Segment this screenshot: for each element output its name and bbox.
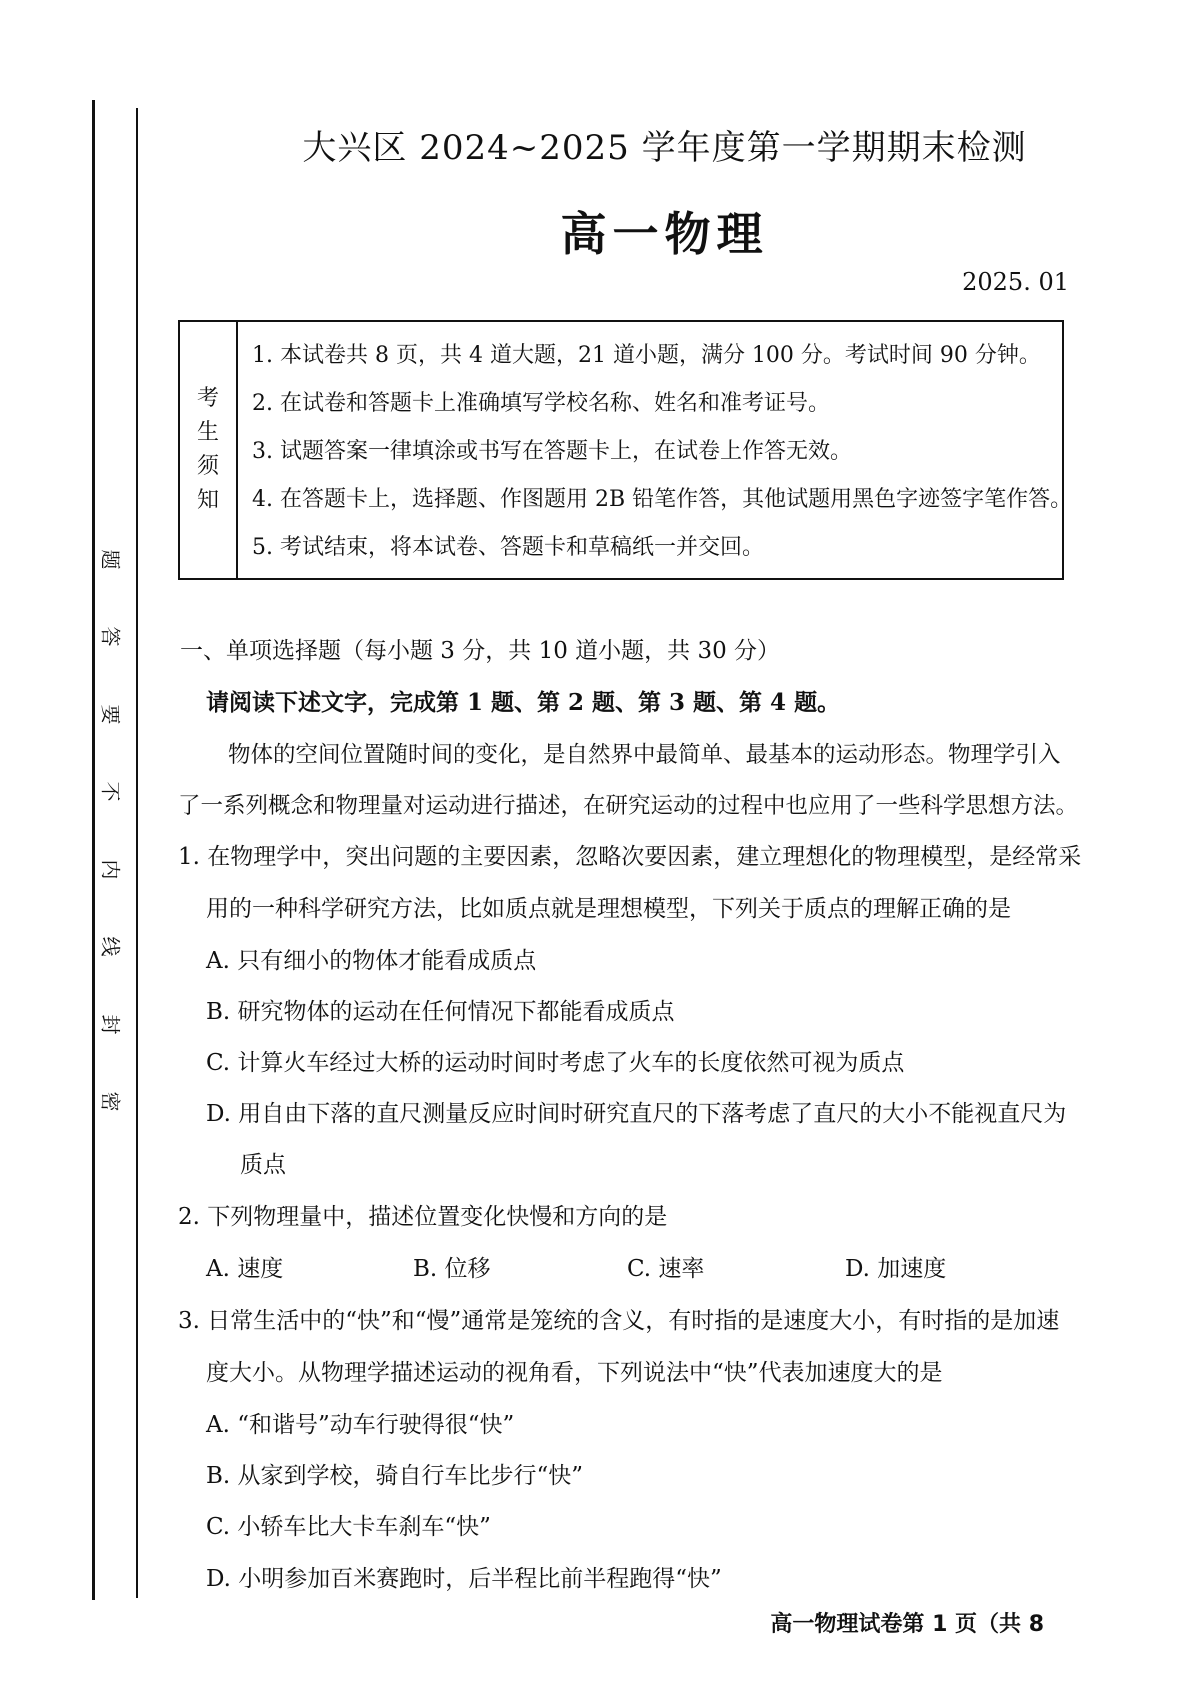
seal-char: 题: [98, 549, 123, 570]
notice-label-char: 考: [196, 386, 219, 411]
question-3-option-c: C. 小轿车比大卡车刹车“快”: [206, 1514, 491, 1540]
question-1-option-d: D. 用自由下落的直尺测量反应时间时研究直尺的下落考虑了直尺的大小不能视直尺为: [206, 1101, 1067, 1127]
question-3-option-a: A. “和谐号”动车行驶得很“快”: [206, 1412, 515, 1438]
notice-item: 1. 本试卷共 8 页，共 4 道大题，21 道小题，满分 100 分。考试时间 90 分钟。: [252, 343, 1041, 368]
notice-item: 4. 在答题卡上，选择题、作图题用 2B 铅笔作答，其他试题用黑色字迹签字笔作答。: [252, 487, 1073, 512]
exam-header: 大兴区 2024~2025 学年度第一学期期末检测: [302, 128, 1027, 168]
exam-date: 2025. 01: [962, 268, 1069, 296]
candidate-notice-box: [178, 320, 1073, 580]
reading-instruction: 请阅读下述文字，完成第 1 题、第 2 题、第 3 题、第 4 题。: [206, 689, 841, 716]
seal-char: 密: [98, 1091, 123, 1112]
page-footer: 高一物理试卷第 1 页（共 8: [770, 1612, 1044, 1637]
notice-label-char: 生: [196, 420, 219, 445]
seal-char: 内: [98, 859, 123, 880]
notice-label-char: 须: [196, 454, 219, 479]
notice-label: [180, 322, 238, 578]
question-1-stem: 1. 在物理学中，突出问题的主要因素，忽略次要因素，建立理想化的物理模型，是经常采: [178, 844, 1082, 870]
notice-item: 3. 试题答案一律填涂或书写在答题卡上，在试卷上作答无效。: [252, 439, 852, 464]
seal-char: 线: [98, 936, 123, 957]
passage-line: 物体的空间位置随时间的变化，是自然界中最简单、最基本的运动形态。物理学引入: [228, 742, 1061, 768]
seal-char: 封: [98, 1014, 123, 1035]
question-3-stem: 3. 日常生活中的“快”和“慢”通常是笼统的含义，有时指的是速度大小，有时指的是加速: [178, 1308, 1060, 1334]
question-3-stem: 度大小。从物理学描述运动的视角看，下列说法中“快”代表加速度大的是: [206, 1360, 943, 1386]
seal-char: 答: [98, 626, 123, 647]
question-1-option-d-cont: 质点: [240, 1152, 286, 1178]
passage-line: 了一系列概念和物理量对运动进行描述，在研究运动的过程中也应用了一些科学思想方法。: [178, 793, 1079, 819]
question-2-option-c: C. 速率: [627, 1256, 705, 1282]
question-1-option-b: B. 研究物体的运动在任何情况下都能看成质点: [206, 999, 675, 1025]
question-1-option-a: A. 只有细小的物体才能看成质点: [206, 948, 537, 974]
question-3-option-b: B. 从家到学校，骑自行车比步行“快”: [206, 1463, 584, 1489]
question-2-stem: 2. 下列物理量中，描述位置变化快慢和方向的是: [178, 1204, 668, 1230]
binding-margin-line-left: [92, 100, 95, 1600]
notice-label-char: 知: [196, 488, 219, 513]
notice-item: 5. 考试结束，将本试卷、答题卡和草稿纸一并交回。: [252, 535, 764, 560]
question-2-option-b: B. 位移: [413, 1256, 491, 1282]
seal-char: 要: [98, 704, 123, 725]
section-heading: 一、单项选择题（每小题 3 分，共 10 道小题，共 30 分）: [180, 638, 781, 664]
notice-items: [252, 332, 1073, 572]
page-title: 高一物理: [560, 207, 769, 261]
question-1-option-c: C. 计算火车经过大桥的运动时间时考虑了火车的长度依然可视为质点: [206, 1050, 905, 1076]
question-2-option-d: D. 加速度: [845, 1256, 947, 1282]
binding-margin-line-right: [136, 108, 138, 1598]
notice-item: 2. 在试卷和答题卡上准确填写学校名称、姓名和准考证号。: [252, 391, 830, 416]
question-1-stem: 用的一种科学研究方法，比如质点就是理想模型，下列关于质点的理解正确的是: [206, 896, 1011, 922]
question-2-option-a: A. 速度: [206, 1256, 284, 1282]
question-3-option-d: D. 小明参加百米赛跑时，后半程比前半程跑得“快”: [206, 1566, 722, 1592]
seal-char: 不: [98, 781, 123, 802]
